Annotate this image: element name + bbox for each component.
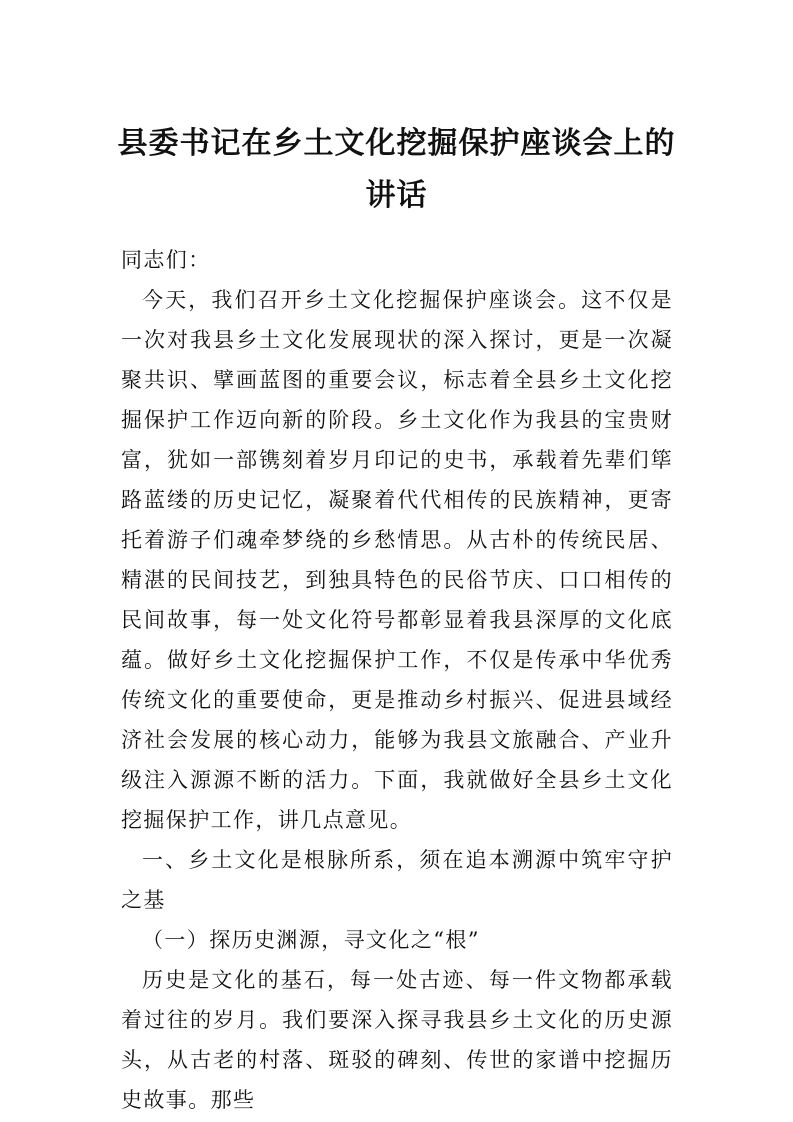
paragraph-intro: 今天，我们召开乡土文化挖掘保护座谈会。这不仅是一次对我县乡土文化发展现状的深入探讨，更是一次凝聚共识、擘画蓝图的重要会议，标志着全县乡土文化挖掘保护工作迈向新的阶段。乡土文化作为我县的宝贵财富，犹如一部镌刻着岁月印记的史书，承载着先辈们筚路蓝缕的历史记忆，凝聚着代代相传的民族精神，更寄托着游子们魂牵梦绕的乡愁情思。从古朴的传统民居、精湛的民间技艺，到独具特色的民俗节庆、口口相传的民间故事，每一处文化符号都彰显着我县深厚的文化底蕴。做好乡土文化挖掘保护工作，不仅是传承中华优秀传统文化的重要使命，更是推动乡村振兴、促进县域经济社会发展的核心动力，能够为我县文旅融合、产业升级注入源源不断的活力。下面，我就做好全县乡土文化挖掘保护工作，讲几点意见。 — [121, 288, 673, 832]
document-title: 县委书记在乡土文化挖掘保护座谈会上的讲话 — [117, 126, 676, 213]
salutation: 同志们： — [121, 248, 211, 272]
paragraph-history: 历史是文化的基石，每一处古迹、每一件文物都承载着过往的岁月。我们要深入探寻我县乡土文化的历史源头，从古老的村落、斑驳的碑刻、传世的家谱中挖掘历史故事。那些 — [121, 968, 673, 1112]
subsection-heading-1: （一）探历史渊源，寻文化之“根” — [142, 928, 480, 952]
section-heading-1: 一、乡土文化是根脉所系，须在追本溯源中筑牢守护之基 — [121, 848, 673, 912]
document-body — [121, 240, 673, 1120]
